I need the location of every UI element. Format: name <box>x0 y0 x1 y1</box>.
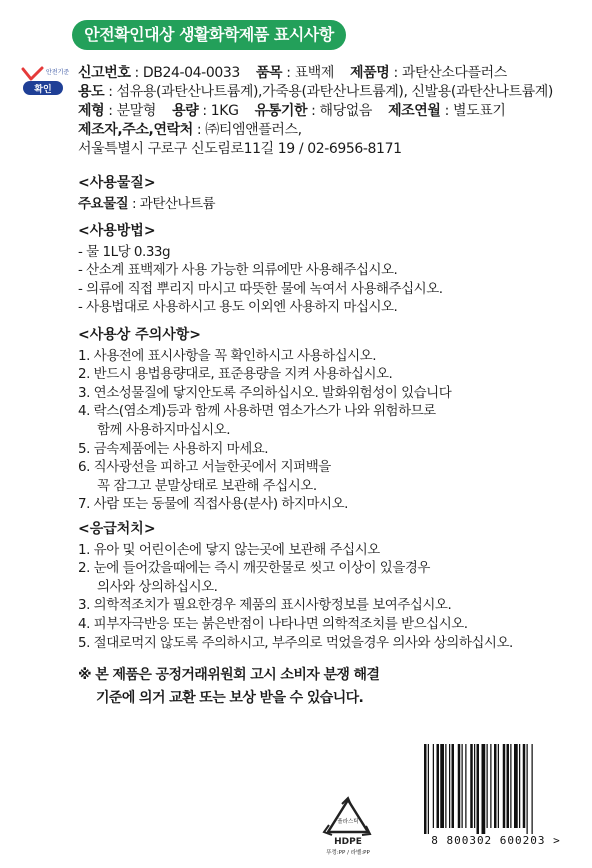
usage-method-line: - 산소계 표백제가 사용 가능한 의류에만 사용해주십시오. <box>78 262 398 279</box>
caution-line: 4. 락스(염소계)등과 함께 사용하면 염소가스가 나와 위험하므로 <box>78 403 436 420</box>
product-info-block <box>78 64 578 159</box>
usage-method-section <box>78 222 578 317</box>
usage-method-line: - 사용법대로 사용하시고 용도 이외엔 사용하지 마십시오. <box>78 299 398 316</box>
recycle-label-top: 플라스틱 <box>337 819 359 825</box>
first-aid-line: 의사와 상의하십시오. <box>97 578 218 595</box>
form-label: 제형 <box>78 103 105 119</box>
barcode-bar <box>519 744 520 828</box>
first-aid-line: 4. 피부자극반응 또는 붉은반점이 나타나면 의학적조치를 받으십시오. <box>78 615 468 632</box>
caution-line: 2. 반드시 용법용량대로, 표준용량을 지켜 사용하십시오. <box>78 366 393 383</box>
barcode-bar <box>477 744 480 834</box>
barcode-bar <box>452 744 455 828</box>
barcode-bar <box>437 744 440 828</box>
main-material-value: : 과탄산나트륨 <box>128 195 216 212</box>
usage-label: 용도 <box>78 84 105 100</box>
capacity-value: : 1KG <box>198 103 239 119</box>
caution-line: 꼭 잠그고 분말상태로 보관해 주십시오. <box>97 477 317 494</box>
barcode-bar <box>482 744 486 834</box>
mark-bottom-text: 확인 <box>34 85 52 95</box>
barcode-bar <box>494 744 497 828</box>
materials-section <box>78 174 578 213</box>
product-name-label: 제품명 <box>350 65 390 81</box>
expiry-label: 유통기한 <box>254 103 308 119</box>
cautions-section <box>78 326 578 514</box>
caution-line: 3. 연소성물질에 닿지안도록 주의하십시오. 발화위험성이 있습니다 <box>78 384 452 401</box>
materials-title: <사용물질> <box>78 175 156 191</box>
first-aid-line: 5. 절대로먹지 않도록 주의하시고, 부주의로 먹었을경우 의사와 상의하십시오. <box>78 634 513 651</box>
item-label: 품목 <box>255 65 283 81</box>
barcode-bars <box>424 744 533 834</box>
barcode <box>416 744 580 848</box>
barcode-bar <box>462 744 463 828</box>
dispute-notice <box>78 664 379 710</box>
barcode-bar <box>465 744 466 828</box>
recycle-material: HDPE <box>334 837 362 847</box>
mfg-date-label: 제조연월 <box>388 103 441 119</box>
mfg-date-value: : 별도표기 <box>440 103 506 119</box>
barcode-bar <box>433 744 434 828</box>
cautions-title: <사용상 주의사항> <box>78 327 202 343</box>
capacity-label: 용량 <box>172 103 199 119</box>
usage-method-title: <사용방법> <box>78 223 156 239</box>
barcode-bar <box>470 744 473 828</box>
product-label-title: 안전확인대상 생활화학제품 표시사항 <box>72 20 346 50</box>
usage-method-line: - 물 1L당 0.33g <box>78 243 171 260</box>
barcode-bar <box>503 744 506 828</box>
maker-address: 서울특별시 구로구 신도림로11길 19 / 02-6956-8171 <box>78 141 402 157</box>
product-name-value: : 과탄산소다플러스 <box>389 65 507 81</box>
barcode-bar <box>523 744 526 828</box>
notice-line: ※ 본 제품은 공정거래위원회 고시 소비자 분쟁 해결 <box>78 667 380 683</box>
main-material-label: 주요물질 <box>78 195 129 212</box>
form-value: : 분말형 <box>104 103 157 119</box>
recycle-icon <box>320 796 376 860</box>
caution-line: 함께 사용하지마십시오. <box>97 421 230 438</box>
caution-line: 5. 금속제품에는 사용하지 마세요. <box>78 440 269 457</box>
barcode-bar <box>424 744 427 834</box>
barcode-bar <box>498 744 499 828</box>
first-aid-section <box>78 520 578 652</box>
notice-line: 기준에 의거 교환 또는 보상 받을 수 있습니다. <box>96 690 364 706</box>
maker-value: : ㈜티엠앤플러스, <box>192 122 302 138</box>
maker-label: 제조자,주소,연락처 <box>78 122 193 138</box>
barcode-bar <box>449 744 450 828</box>
first-aid-line: 1. 유아 및 어린이손에 닿지 않는곳에 보관해 주십시오 <box>78 541 380 558</box>
barcode-bar <box>510 744 511 828</box>
first-aid-line: 3. 의학적조치가 필요한경우 제품의 표시사항정보를 보여주십시오. <box>78 597 452 614</box>
barcode-bar <box>474 744 475 828</box>
first-aid-line: 2. 눈에 들어갔을때에는 즉시 깨끗한물로 씻고 이상이 있을경우 <box>78 560 430 577</box>
barcode-bar <box>514 744 518 828</box>
barcode-bar <box>527 744 528 834</box>
report-no-label: 신고번호 <box>78 65 131 81</box>
item-value: : 표백제 <box>282 65 334 81</box>
caution-line: 6. 직사광선을 피하고 서늘한곳에서 지퍼백을 <box>78 459 331 476</box>
usage-method-line: - 의류에 직접 뿌리지 마시고 따뜻한 물에 녹여서 사용해주십시오. <box>78 280 443 297</box>
barcode-bar <box>507 744 510 828</box>
first-aid-title: <응급처치> <box>78 521 156 537</box>
mark-top-text: 안전기준 <box>46 69 70 76</box>
barcode-bar <box>445 744 446 828</box>
safety-check-mark-icon <box>20 66 70 96</box>
recycle-sub: 뚜껑:PP / 라벨:PP <box>326 850 370 856</box>
report-no-value: : DB24-04-0033 <box>130 65 240 81</box>
barcode-bar <box>440 744 444 828</box>
barcode-bar <box>458 744 461 828</box>
expiry-value: : 해당없음 <box>307 103 372 119</box>
caution-line: 1. 사용전에 표시사항을 꼭 확인하시고 사용하십시오. <box>78 347 376 364</box>
caution-line: 7. 사람 또는 동물에 직접사용(분사) 하지마시오. <box>78 496 348 513</box>
barcode-bar <box>487 744 488 828</box>
barcode-bar <box>490 744 491 828</box>
barcode-bar <box>532 744 533 834</box>
usage-value: : 섬유용(과탄산나트륨계),가죽용(과탄산나트륨계), 신발용(과탄산나트륨계) <box>104 84 553 100</box>
barcode-bar <box>428 744 429 834</box>
barcode-digits: 8 800302 600203 > <box>431 834 561 847</box>
